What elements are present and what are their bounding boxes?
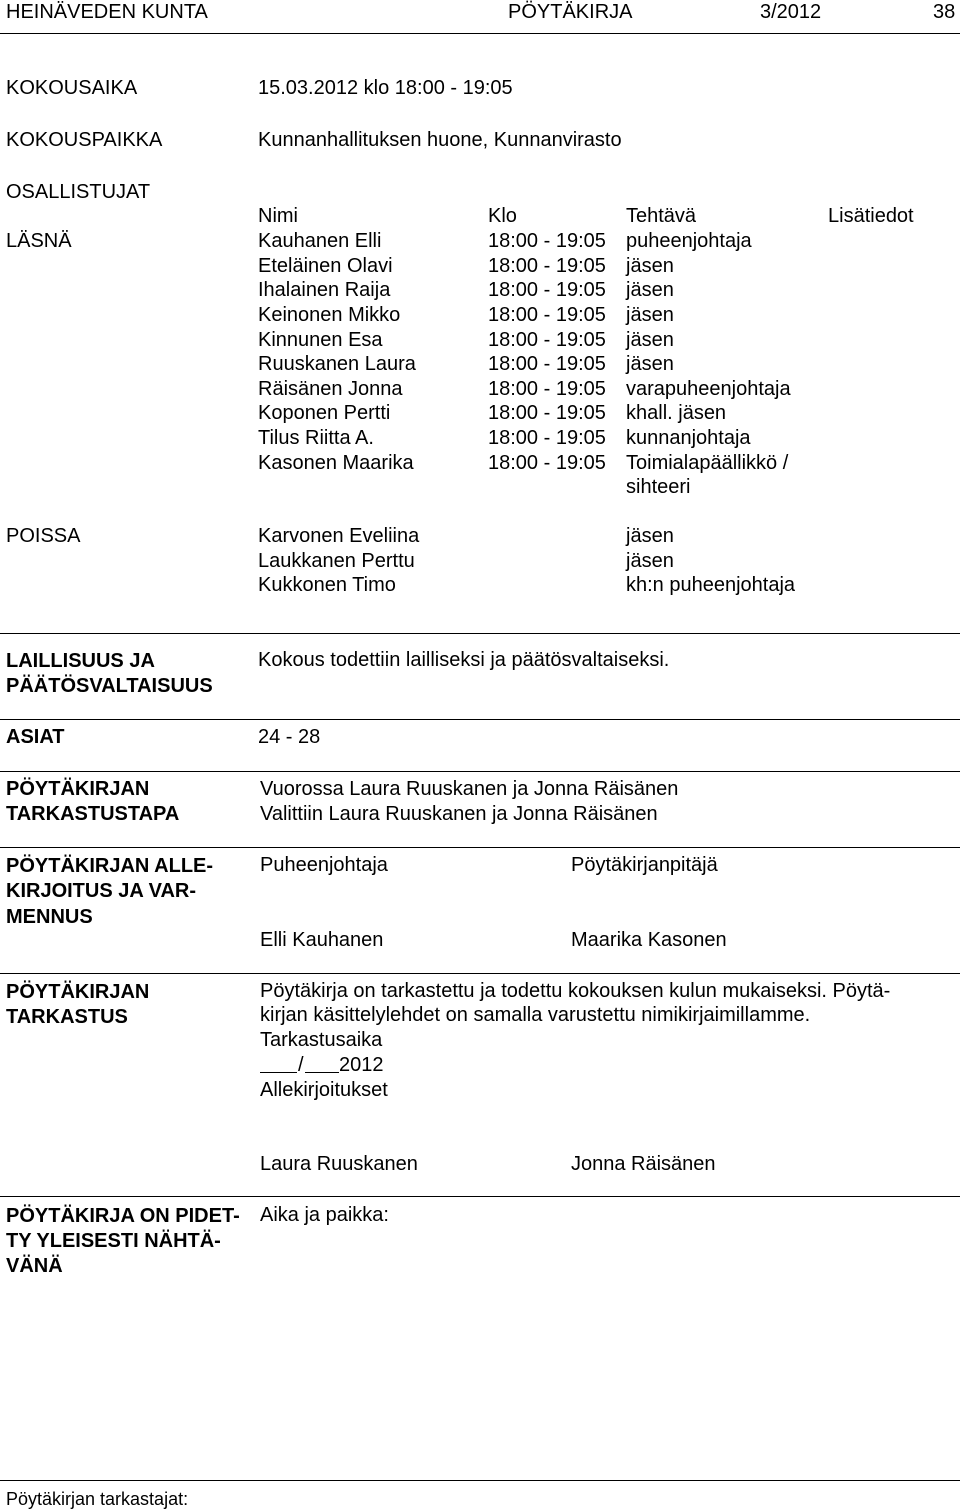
page-number: 38 xyxy=(933,1,956,23)
participant-time: 18:00 - 19:05 xyxy=(488,452,606,474)
participant-time: 18:00 - 19:05 xyxy=(488,427,606,449)
public-display-label-3: VÄNÄ xyxy=(6,1255,63,1277)
review-method-label-1: PÖYTÄKIRJAN xyxy=(6,778,150,800)
col-header-name: Nimi xyxy=(258,205,298,227)
section-divider xyxy=(0,847,960,848)
participant-name: Kasonen Maarika xyxy=(258,452,414,474)
secretary-title: Pöytäkirjanpitäjä xyxy=(571,854,718,876)
section-divider xyxy=(0,973,960,974)
doc-number: 3/2012 xyxy=(760,1,822,23)
legality-label-2: PÄÄTÖSVALTAISUUS xyxy=(6,675,213,697)
signing-label-1: PÖYTÄKIRJAN ALLE- xyxy=(6,855,214,877)
participant-name: Kauhanen Elli xyxy=(258,230,382,252)
public-display-label-1: PÖYTÄKIRJA ON PIDET- xyxy=(6,1205,240,1227)
present-label: LÄSNÄ xyxy=(6,230,72,252)
legality-text: Kokous todettiin lailliseksi ja päätösvaltaiseksi. xyxy=(258,649,670,671)
date-blank-month xyxy=(305,1072,339,1073)
review-label-1: PÖYTÄKIRJAN xyxy=(6,981,150,1003)
footer-divider xyxy=(0,1480,960,1481)
participant-name: Räisänen Jonna xyxy=(258,378,403,400)
participant-name: Kinnunen Esa xyxy=(258,329,383,351)
meeting-place-value: Kunnanhallituksen huone, Kunnanvirasto xyxy=(258,129,622,151)
participant-role: jäsen xyxy=(626,329,674,351)
section-divider xyxy=(0,771,960,772)
absent-name: Karvonen Eveliina xyxy=(258,525,420,547)
section-divider xyxy=(0,1196,960,1197)
review-text-1: Pöytäkirja on tarkastettu ja todettu kokouksen kulun mukaiseksi. Pöytä- xyxy=(260,980,891,1002)
absent-label: POISSA xyxy=(6,525,81,547)
meeting-time-label: KOKOUSAIKA xyxy=(6,77,138,99)
participant-role: jäsen xyxy=(626,353,674,375)
meeting-place-label: KOKOUSPAIKKA xyxy=(6,129,163,151)
col-header-role: Tehtävä xyxy=(626,205,697,227)
signatures-label: Allekirjoitukset xyxy=(260,1079,388,1101)
participant-role: varapuheenjohtaja xyxy=(626,378,791,400)
review-method-line-2: Valittiin Laura Ruuskanen ja Jonna Räisänen xyxy=(260,803,658,825)
header-divider xyxy=(0,33,960,34)
review-method-label-2: TARKASTUSTAPA xyxy=(6,803,180,825)
date-separator: / xyxy=(298,1054,304,1076)
participant-role: jäsen xyxy=(626,279,674,301)
section-divider xyxy=(0,633,960,634)
participant-time: 18:00 - 19:05 xyxy=(488,304,606,326)
signing-label-2: KIRJOITUS JA VAR- xyxy=(6,880,197,902)
col-header-extra: Lisätiedot xyxy=(828,205,914,227)
review-label-2: TARKASTUS xyxy=(6,1006,128,1028)
participant-time: 18:00 - 19:05 xyxy=(488,402,606,424)
absent-role: kh:n puheenjohtaja xyxy=(626,574,796,596)
participant-name: Tilus Riitta A. xyxy=(258,427,374,449)
absent-name: Kukkonen Timo xyxy=(258,574,396,596)
participant-name: Keinonen Mikko xyxy=(258,304,401,326)
public-display-text: Aika ja paikka: xyxy=(260,1204,389,1226)
participant-time: 18:00 - 19:05 xyxy=(488,329,606,351)
participants-label: OSALLISTUJAT xyxy=(6,181,151,203)
chair-title: Puheenjohtaja xyxy=(260,854,388,876)
section-divider xyxy=(0,719,960,720)
legality-label-1: LAILLISUUS JA xyxy=(6,650,155,672)
participant-role: khall. jäsen xyxy=(626,402,727,424)
participant-name: Ruuskanen Laura xyxy=(258,353,416,375)
participant-role: Toimialapäällikkö / sihteeri xyxy=(626,452,789,498)
absent-role: jäsen xyxy=(626,525,674,547)
participant-role: jäsen xyxy=(626,255,674,277)
absent-name: Laukkanen Perttu xyxy=(258,550,415,572)
participant-time: 18:00 - 19:05 xyxy=(488,378,606,400)
review-time-label: Tarkastusaika xyxy=(260,1029,383,1051)
chair-name: Elli Kauhanen xyxy=(260,929,384,951)
reviewer-2-name: Jonna Räisänen xyxy=(571,1153,716,1175)
participant-time: 18:00 - 19:05 xyxy=(488,279,606,301)
participant-role: puheenjohtaja xyxy=(626,230,752,252)
col-header-time: Klo xyxy=(488,205,517,227)
participant-time: 18:00 - 19:05 xyxy=(488,230,606,252)
date-blank-day xyxy=(260,1072,297,1073)
participant-name: Koponen Pertti xyxy=(258,402,391,424)
secretary-name: Maarika Kasonen xyxy=(571,929,727,951)
participant-time: 18:00 - 19:05 xyxy=(488,353,606,375)
participant-role: kunnanjohtaja xyxy=(626,427,751,449)
participant-name: Ihalainen Raija xyxy=(258,279,391,301)
absent-role: jäsen xyxy=(626,550,674,572)
date-year: 2012 xyxy=(339,1054,384,1076)
meeting-time-value: 15.03.2012 klo 18:00 - 19:05 xyxy=(258,77,513,99)
participant-name: Eteläinen Olavi xyxy=(258,255,393,277)
org-name: HEINÄVEDEN KUNTA xyxy=(6,1,208,23)
review-method-line-1: Vuorossa Laura Ruuskanen ja Jonna Räisänen xyxy=(260,778,679,800)
review-text-2: kirjan käsittelylehdet on samalla varustettu nimikirjaimillamme. xyxy=(260,1004,811,1026)
participant-role: jäsen xyxy=(626,304,674,326)
public-display-label-2: TY YLEISESTI NÄHTÄ- xyxy=(6,1230,221,1252)
items-label: ASIAT xyxy=(6,726,65,748)
items-value: 24 - 28 xyxy=(258,726,321,748)
doc-type: PÖYTÄKIRJA xyxy=(508,1,633,23)
participant-time: 18:00 - 19:05 xyxy=(488,255,606,277)
signing-label-3: MENNUS xyxy=(6,906,93,928)
reviewer-1-name: Laura Ruuskanen xyxy=(260,1153,418,1175)
footer-text: Pöytäkirjan tarkastajat: xyxy=(6,1489,189,1509)
